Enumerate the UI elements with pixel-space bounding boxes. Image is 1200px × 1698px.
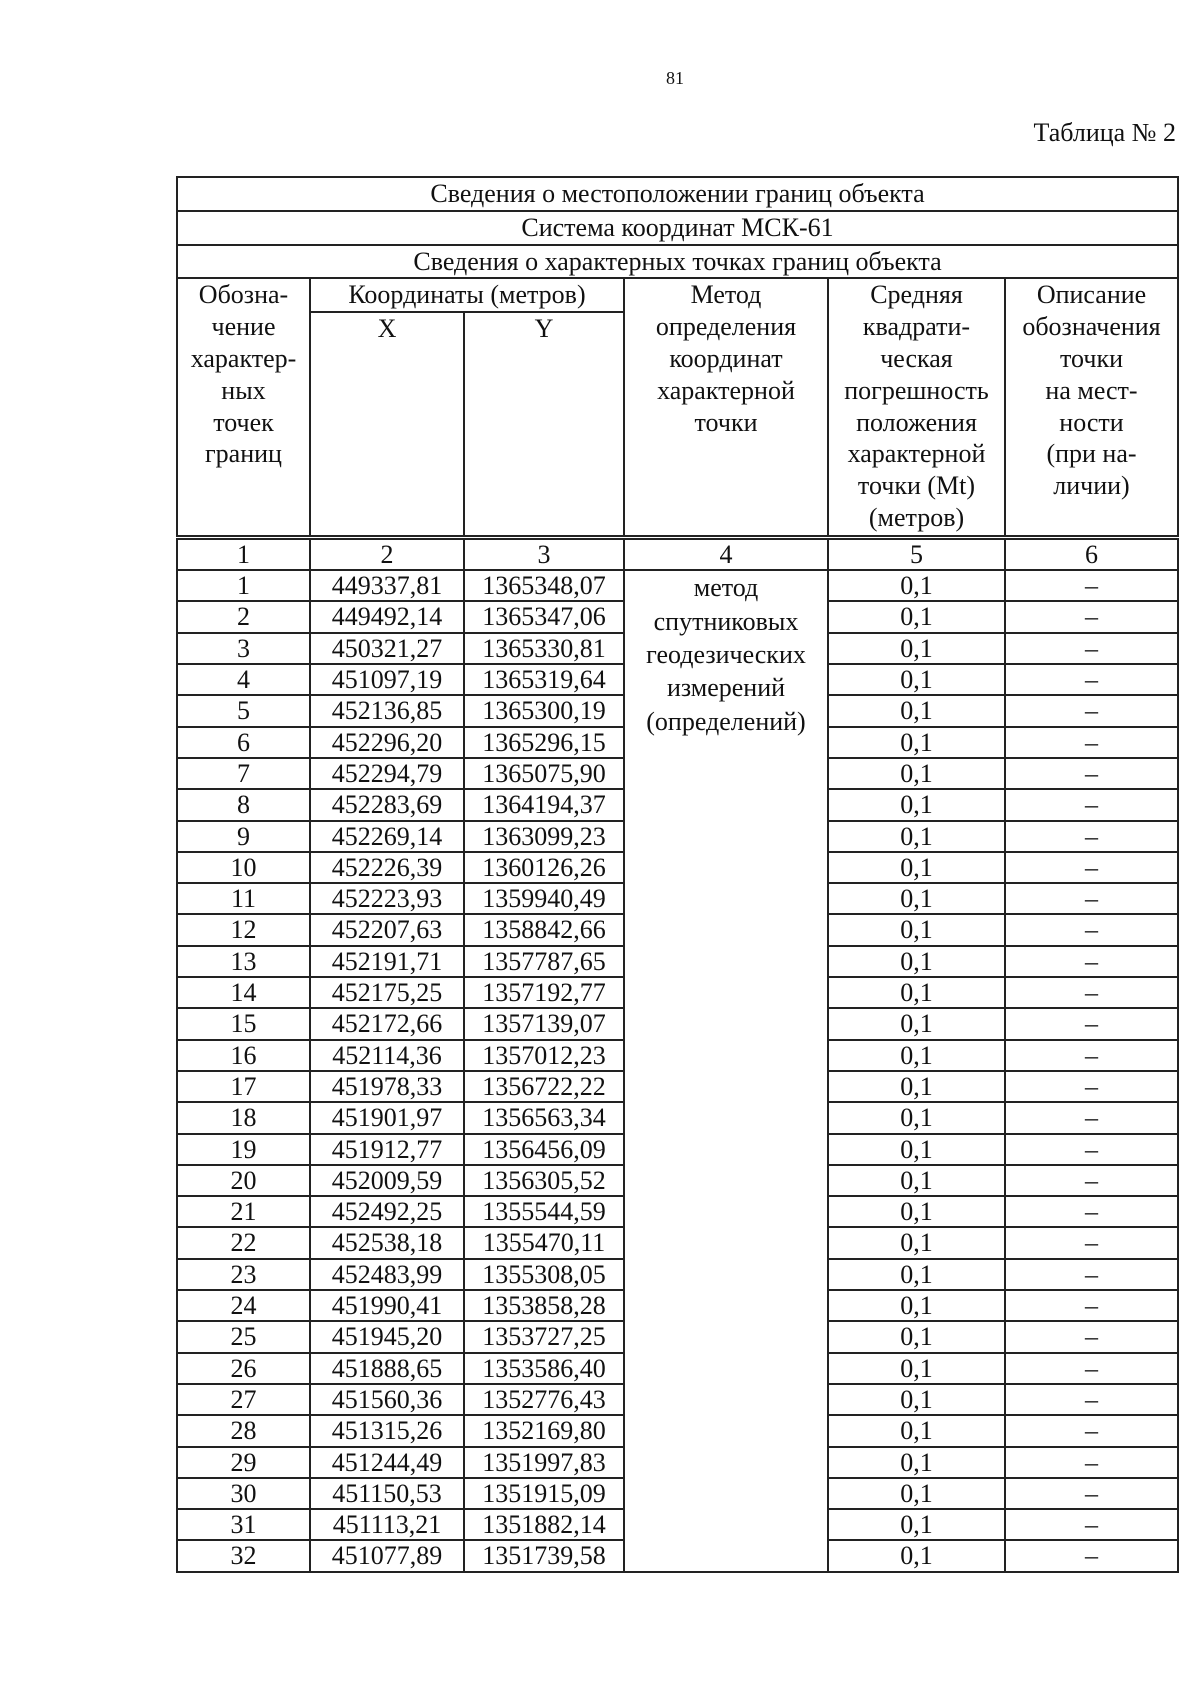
- point-description: –: [1005, 1384, 1178, 1415]
- point-number: 16: [177, 1040, 310, 1071]
- point-description: –: [1005, 758, 1178, 789]
- cell-text-line: (определений): [646, 706, 806, 736]
- mean-square-error: 0,1: [828, 695, 1005, 726]
- point-number: 22: [177, 1227, 310, 1258]
- column-number-3: 3: [464, 538, 624, 571]
- coordinate-y: 1355308,05: [464, 1259, 624, 1290]
- cell-text-line: границ: [205, 439, 282, 469]
- cell-text-line: квадрати-: [862, 312, 971, 342]
- cell-text-line: точки (Mt): [857, 471, 976, 501]
- coordinate-x: 450321,27: [310, 633, 464, 664]
- coordinate-y: 1351915,09: [464, 1478, 624, 1509]
- table-banner-points: Сведения о характерных точках границ объекта: [177, 245, 1178, 279]
- point-number: 28: [177, 1415, 310, 1446]
- coordinate-y: 1355544,59: [464, 1196, 624, 1227]
- coordinate-y: 1352776,43: [464, 1384, 624, 1415]
- mean-square-error: 0,1: [828, 1071, 1005, 1102]
- coordinate-x: 452136,85: [310, 695, 464, 726]
- column-number-2: 2: [310, 538, 464, 571]
- coordinate-x: 451244,49: [310, 1447, 464, 1478]
- cell-text-line: обозначения: [1022, 312, 1161, 342]
- cell-text-line: ности: [1059, 407, 1124, 437]
- point-description: –: [1005, 1540, 1178, 1571]
- cell-text-line: чение: [211, 312, 276, 342]
- mean-square-error: 0,1: [828, 758, 1005, 789]
- cell-text-line: Средняя: [870, 280, 963, 310]
- mean-square-error: 0,1: [828, 1321, 1005, 1352]
- point-number: 6: [177, 727, 310, 758]
- cell-text-line: (метров): [868, 502, 965, 532]
- point-description: –: [1005, 727, 1178, 758]
- point-description: –: [1005, 1071, 1178, 1102]
- point-description: –: [1005, 1008, 1178, 1039]
- header-coordinates: Координаты (метров): [310, 278, 624, 312]
- point-number: 10: [177, 852, 310, 883]
- coordinate-y: 1355470,11: [464, 1227, 624, 1258]
- header-y: Y: [464, 312, 624, 538]
- point-description: –: [1005, 1196, 1178, 1227]
- coordinate-y: 1353586,40: [464, 1353, 624, 1384]
- point-number: 21: [177, 1196, 310, 1227]
- mean-square-error: 0,1: [828, 883, 1005, 914]
- coordinate-x: 451990,41: [310, 1290, 464, 1321]
- point-number: 11: [177, 883, 310, 914]
- method-cell: [624, 570, 828, 1572]
- coordinate-x: 452223,93: [310, 883, 464, 914]
- coordinate-x: 452172,66: [310, 1008, 464, 1039]
- mean-square-error: 0,1: [828, 1353, 1005, 1384]
- coordinate-y: 1357139,07: [464, 1008, 624, 1039]
- mean-square-error: 0,1: [828, 1227, 1005, 1258]
- coordinate-x: 452226,39: [310, 852, 464, 883]
- coordinate-y: 1357012,23: [464, 1040, 624, 1071]
- point-description: –: [1005, 601, 1178, 632]
- point-number: 8: [177, 789, 310, 820]
- cell-text-line: ных: [221, 375, 266, 405]
- header-mean-square-error: [828, 278, 1005, 537]
- mean-square-error: 0,1: [828, 789, 1005, 820]
- cell-text-line: координат: [669, 343, 783, 373]
- cell-text-line: личии): [1053, 471, 1130, 501]
- coordinate-x: 451901,97: [310, 1102, 464, 1133]
- coordinate-y: 1356305,52: [464, 1165, 624, 1196]
- point-number: 31: [177, 1509, 310, 1540]
- mean-square-error: 0,1: [828, 1509, 1005, 1540]
- header-description: [1005, 278, 1178, 537]
- mean-square-error: 0,1: [828, 1008, 1005, 1039]
- cell-text-line: Описание: [1036, 280, 1147, 310]
- point-description: –: [1005, 1165, 1178, 1196]
- point-description: –: [1005, 1447, 1178, 1478]
- cell-text-line: положения: [856, 407, 977, 437]
- point-description: –: [1005, 1259, 1178, 1290]
- point-number: 26: [177, 1353, 310, 1384]
- coordinate-y: 1365347,06: [464, 601, 624, 632]
- coordinate-y: 1356563,34: [464, 1102, 624, 1133]
- point-description: –: [1005, 1134, 1178, 1165]
- point-number: 20: [177, 1165, 310, 1196]
- mean-square-error: 0,1: [828, 1384, 1005, 1415]
- coordinate-x: 451978,33: [310, 1071, 464, 1102]
- coordinate-y: 1363099,23: [464, 821, 624, 852]
- coordinate-y: 1357192,77: [464, 977, 624, 1008]
- point-description: –: [1005, 789, 1178, 820]
- point-number: 24: [177, 1290, 310, 1321]
- point-number: 19: [177, 1134, 310, 1165]
- coordinate-x: 451888,65: [310, 1353, 464, 1384]
- coordinate-y: 1356456,09: [464, 1134, 624, 1165]
- point-description: –: [1005, 1478, 1178, 1509]
- point-number: 15: [177, 1008, 310, 1039]
- coordinate-y: 1365319,64: [464, 664, 624, 695]
- mean-square-error: 0,1: [828, 1165, 1005, 1196]
- point-number: 25: [177, 1321, 310, 1352]
- column-number-6: 6: [1005, 538, 1178, 571]
- coordinate-y: 1365348,07: [464, 570, 624, 601]
- cell-text-line: точки: [1060, 343, 1123, 373]
- coordinate-x: 451113,21: [310, 1509, 464, 1540]
- mean-square-error: 0,1: [828, 1478, 1005, 1509]
- mean-square-error: 0,1: [828, 664, 1005, 695]
- point-number: 1: [177, 570, 310, 601]
- coordinate-x: 451315,26: [310, 1415, 464, 1446]
- point-description: –: [1005, 1353, 1178, 1384]
- coordinate-x: 452492,25: [310, 1196, 464, 1227]
- mean-square-error: 0,1: [828, 1196, 1005, 1227]
- cell-text-line: на мест-: [1045, 375, 1138, 405]
- point-number: 17: [177, 1071, 310, 1102]
- cell-text-line: Метод: [690, 280, 762, 310]
- point-description: –: [1005, 1290, 1178, 1321]
- point-description: –: [1005, 821, 1178, 852]
- point-description: –: [1005, 977, 1178, 1008]
- point-description: –: [1005, 664, 1178, 695]
- page-number: 81: [666, 68, 684, 88]
- cell-text-line: Обозна-: [198, 280, 289, 310]
- coordinate-x: 452283,69: [310, 789, 464, 820]
- mean-square-error: 0,1: [828, 946, 1005, 977]
- point-description: –: [1005, 695, 1178, 726]
- mean-square-error: 0,1: [828, 1040, 1005, 1071]
- header-x: X: [310, 312, 464, 538]
- mean-square-error: 0,1: [828, 977, 1005, 1008]
- point-description: –: [1005, 914, 1178, 945]
- coordinate-y: 1353727,25: [464, 1321, 624, 1352]
- coordinate-x: 449492,14: [310, 601, 464, 632]
- point-number: 18: [177, 1102, 310, 1133]
- point-description: –: [1005, 1509, 1178, 1540]
- cell-text-line: характерной: [847, 439, 986, 469]
- mean-square-error: 0,1: [828, 1447, 1005, 1478]
- coordinate-y: 1365075,90: [464, 758, 624, 789]
- mean-square-error: 0,1: [828, 601, 1005, 632]
- point-number: 30: [177, 1478, 310, 1509]
- coordinate-y: 1353858,28: [464, 1290, 624, 1321]
- point-number: 14: [177, 977, 310, 1008]
- coordinate-x: 451912,77: [310, 1134, 464, 1165]
- mean-square-error: 0,1: [828, 633, 1005, 664]
- point-description: –: [1005, 633, 1178, 664]
- coordinate-y: 1365296,15: [464, 727, 624, 758]
- coordinate-y: 1360126,26: [464, 852, 624, 883]
- point-description: –: [1005, 1227, 1178, 1258]
- point-number: 13: [177, 946, 310, 977]
- mean-square-error: 0,1: [828, 1290, 1005, 1321]
- cell-text-line: точки: [694, 407, 758, 437]
- cell-text-line: ческая: [880, 343, 953, 373]
- column-number-5: 5: [828, 538, 1005, 571]
- table-banner-coordinate-system: Система координат МСК-61: [177, 211, 1178, 245]
- coordinate-x: 451077,89: [310, 1540, 464, 1571]
- coordinate-y: 1357787,65: [464, 946, 624, 977]
- mean-square-error: 0,1: [828, 1134, 1005, 1165]
- coordinate-x: 449337,81: [310, 570, 464, 601]
- cell-text-line: (при на-: [1046, 439, 1137, 469]
- coordinate-y: 1351739,58: [464, 1540, 624, 1571]
- boundary-points-table: [176, 176, 1179, 1573]
- coordinate-x: 451150,53: [310, 1478, 464, 1509]
- cell-text-line: погрешность: [844, 375, 989, 405]
- coordinate-y: 1364194,37: [464, 789, 624, 820]
- coordinate-y: 1359940,49: [464, 883, 624, 914]
- point-description: –: [1005, 1321, 1178, 1352]
- mean-square-error: 0,1: [828, 1102, 1005, 1133]
- column-number-4: 4: [624, 538, 828, 571]
- cell-text-line: метод: [693, 573, 759, 603]
- table-row: [177, 570, 1178, 601]
- coordinate-x: 452009,59: [310, 1165, 464, 1196]
- coordinate-x: 451560,36: [310, 1384, 464, 1415]
- point-number: 5: [177, 695, 310, 726]
- header-designation: [177, 278, 310, 537]
- coordinate-x: 452483,99: [310, 1259, 464, 1290]
- point-number: 23: [177, 1259, 310, 1290]
- mean-square-error: 0,1: [828, 727, 1005, 758]
- point-description: –: [1005, 1102, 1178, 1133]
- point-description: –: [1005, 883, 1178, 914]
- mean-square-error: 0,1: [828, 570, 1005, 601]
- mean-square-error: 0,1: [828, 914, 1005, 945]
- point-number: 12: [177, 914, 310, 945]
- table-banner-location: Сведения о местоположении границ объекта: [177, 177, 1178, 211]
- coordinate-x: 451945,20: [310, 1321, 464, 1352]
- cell-text-line: характерной: [657, 375, 795, 405]
- point-description: –: [1005, 852, 1178, 883]
- point-number: 2: [177, 601, 310, 632]
- point-number: 9: [177, 821, 310, 852]
- coordinate-y: 1351997,83: [464, 1447, 624, 1478]
- header-method: [624, 278, 828, 537]
- mean-square-error: 0,1: [828, 852, 1005, 883]
- coordinate-x: 452191,71: [310, 946, 464, 977]
- point-number: 27: [177, 1384, 310, 1415]
- point-description: –: [1005, 946, 1178, 977]
- point-number: 29: [177, 1447, 310, 1478]
- point-description: –: [1005, 1040, 1178, 1071]
- cell-text-line: определения: [655, 312, 797, 342]
- cell-text-line: спутниковых: [653, 606, 799, 636]
- mean-square-error: 0,1: [828, 1415, 1005, 1446]
- point-description: –: [1005, 570, 1178, 601]
- coordinate-x: 452294,79: [310, 758, 464, 789]
- coordinate-x: 452296,20: [310, 727, 464, 758]
- point-number: 4: [177, 664, 310, 695]
- coordinate-x: 452175,25: [310, 977, 464, 1008]
- table-caption: Таблица № 2: [1033, 118, 1176, 147]
- point-description: –: [1005, 1415, 1178, 1446]
- coordinate-y: 1365300,19: [464, 695, 624, 726]
- cell-text-line: точек: [213, 407, 274, 437]
- cell-text-line: геодезических: [646, 640, 806, 669]
- coordinate-y: 1351882,14: [464, 1509, 624, 1540]
- point-number: 32: [177, 1540, 310, 1571]
- coordinate-x: 452114,36: [310, 1040, 464, 1071]
- coordinate-y: 1358842,66: [464, 914, 624, 945]
- point-number: 3: [177, 633, 310, 664]
- point-number: 7: [177, 758, 310, 789]
- mean-square-error: 0,1: [828, 1259, 1005, 1290]
- mean-square-error: 0,1: [828, 821, 1005, 852]
- coordinate-x: 452538,18: [310, 1227, 464, 1258]
- coordinate-x: 451097,19: [310, 664, 464, 695]
- cell-text-line: измерений: [666, 673, 786, 703]
- coordinate-y: 1352169,80: [464, 1415, 624, 1446]
- mean-square-error: 0,1: [828, 1540, 1005, 1571]
- coordinate-y: 1356722,22: [464, 1071, 624, 1102]
- coordinate-x: 452269,14: [310, 821, 464, 852]
- cell-text-line: характер-: [190, 343, 297, 373]
- column-number-1: 1: [177, 538, 310, 571]
- coordinate-x: 452207,63: [310, 914, 464, 945]
- coordinate-y: 1365330,81: [464, 633, 624, 664]
